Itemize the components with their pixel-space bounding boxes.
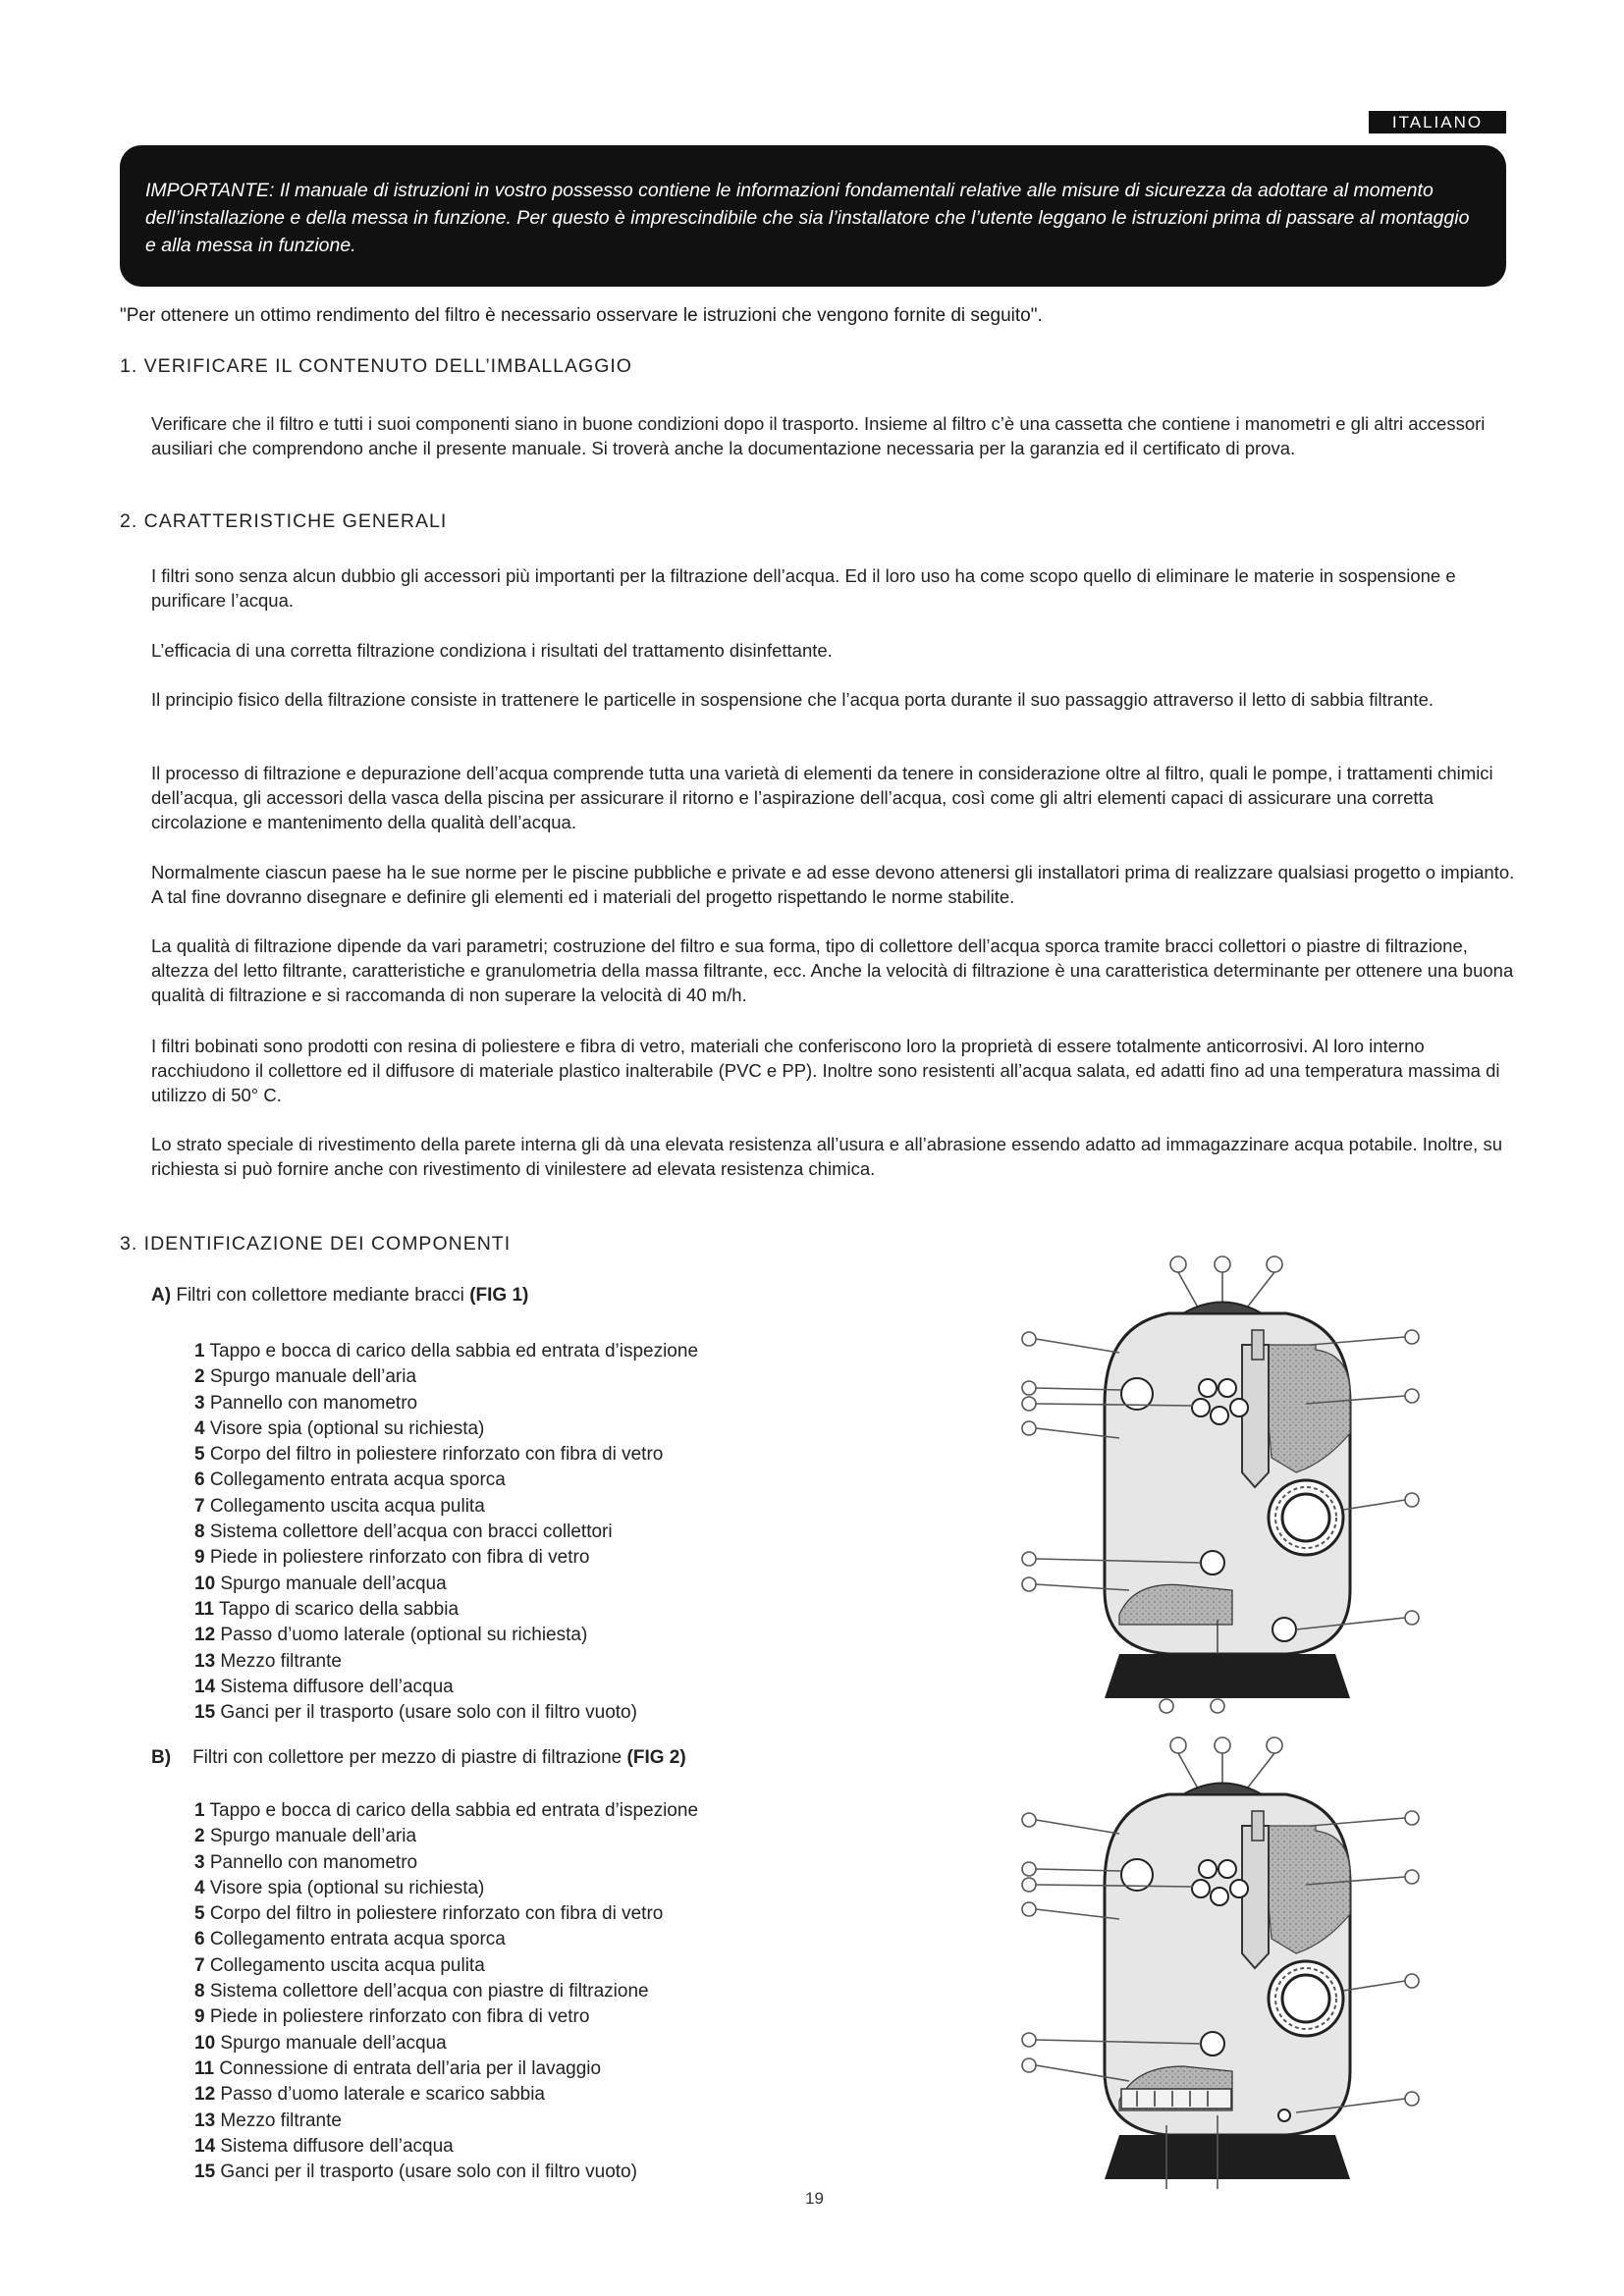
component-number: 6 xyxy=(194,1929,205,1950)
component-list-item xyxy=(194,2160,698,2185)
component-list-item xyxy=(194,2134,698,2160)
component-list-item xyxy=(194,1623,698,1648)
component-number: 6 xyxy=(194,1469,205,1491)
component-number: 5 xyxy=(194,1903,205,1925)
component-label: Mezzo filtrante xyxy=(215,2109,342,2131)
filter-figure-1 xyxy=(1011,1247,1424,1718)
component-number: 10 xyxy=(194,2032,216,2054)
section-2-paragraph: La qualità di filtrazione dipende da vari parametri; costruzione del filtro e sua forma, tipo di collettore dell’acqua sporca tramite bracci collettori o piastre di filtrazione, altezza del letto filtrante, caratteristiche e granulometria della massa filtrante, ecc. Anche la velocità di filtrazione è una caratteristica determinante per ottenere una buona qualità di filtrazione e si raccomanda di non superare la velocità di 40 m/h. xyxy=(151,935,1514,1005)
component-list-item xyxy=(194,1675,698,1700)
intro-text: "Per ottenere un ottimo rendimento del filtro è necessario osservare le istruzioni che vengono fornite di seguito". xyxy=(120,305,1043,326)
component-number: 3 xyxy=(194,1392,205,1414)
component-label: Sistema diffusore dell’acqua xyxy=(215,1676,454,1697)
component-number: 15 xyxy=(194,1702,216,1724)
component-list-item xyxy=(194,1339,698,1364)
component-list-item xyxy=(194,1927,698,1952)
component-list-item xyxy=(194,1416,698,1442)
component-number: 4 xyxy=(194,1417,205,1439)
component-number: 10 xyxy=(194,1573,216,1594)
component-list-item xyxy=(194,1572,698,1597)
component-number: 7 xyxy=(194,1954,205,1976)
component-list-item xyxy=(194,1520,698,1545)
component-label: Spurgo manuale dell’acqua xyxy=(215,2032,447,2054)
component-label: Collegamento entrata acqua sporca xyxy=(204,1469,506,1491)
component-label: Piede in poliestere rinforzato con fibra di vetro xyxy=(204,2006,590,2028)
component-number: 2 xyxy=(194,1826,205,1847)
component-number: 8 xyxy=(194,1981,205,2002)
component-label: Pannello con manometro xyxy=(204,1392,418,1414)
section-2-paragraph: Il processo di filtrazione e depurazione dell’acqua comprende tutta una varietà di elementi da tenere in considerazione oltre al filtro, quali le pompe, i trattamenti chimici dell’acqua, gli accessori della vasca della piscina per assicurare il ritorno e l’aspirazione dell’acqua, così come gli altri elementi capaci di assicurare una corretta circolazione e mantenimento della qualità dell’acqua. xyxy=(151,763,1493,832)
section-1-title: 1. VERIFICARE IL CONTENUTO DELL’IMBALLAGGIO xyxy=(120,355,632,377)
component-list-item xyxy=(194,1494,698,1520)
language-tag: ITALIANO xyxy=(1369,111,1506,133)
component-number: 4 xyxy=(194,1877,205,1898)
subsection-a-letter: A) xyxy=(151,1285,172,1306)
important-notice xyxy=(120,145,1506,287)
component-number: 12 xyxy=(194,1625,216,1646)
component-label: Visore spia (optional su richiesta) xyxy=(204,1877,485,1898)
subsection-a-title xyxy=(151,1285,528,1307)
component-list-item xyxy=(194,1700,698,1726)
component-number: 13 xyxy=(194,2109,216,2131)
component-list-item xyxy=(194,1901,698,1927)
component-label: Passo d’uomo laterale (optional su richiesta) xyxy=(215,1625,588,1646)
component-label: Piede in poliestere rinforzato con fibra di vetro xyxy=(204,1547,590,1569)
component-label: Pannello con manometro xyxy=(204,1851,418,1873)
subsection-a-text: Filtri con collettore mediante bracci xyxy=(171,1285,470,1306)
component-number: 11 xyxy=(194,2057,215,2079)
component-label: Spurgo manuale dell’aria xyxy=(204,1826,417,1847)
component-number: 1 xyxy=(194,1800,205,1821)
component-number: 2 xyxy=(194,1366,205,1388)
component-list-item xyxy=(194,1649,698,1675)
component-number: 14 xyxy=(194,2135,216,2157)
component-list-item xyxy=(194,1876,698,1901)
component-list-item xyxy=(194,2031,698,2056)
component-list-item xyxy=(194,1545,698,1571)
component-list-item xyxy=(194,1979,698,2004)
component-label: Spurgo manuale dell’aria xyxy=(204,1366,417,1388)
component-number: 8 xyxy=(194,1522,205,1543)
component-list-item xyxy=(194,2109,698,2134)
component-number: 9 xyxy=(194,1547,205,1569)
component-label: Sistema diffusore dell’acqua xyxy=(215,2135,454,2157)
component-label: Collegamento entrata acqua sporca xyxy=(204,1929,506,1950)
component-label: Connessione di entrata dell’aria per il lavaggio xyxy=(214,2057,602,2079)
section-2-paragraph: L’efficacia di una corretta filtrazione condiziona i risultati del trattamento disinfettante. xyxy=(151,640,833,661)
subsection-b-text: Filtri con collettore per mezzo di piastre di filtrazione xyxy=(192,1747,627,1768)
component-number: 1 xyxy=(194,1341,205,1362)
filter-figure-2 xyxy=(1011,1728,1424,2199)
component-list-a xyxy=(194,1339,698,1726)
component-number: 15 xyxy=(194,2162,216,2183)
component-label: Corpo del filtro in poliestere rinforzato con fibra di vetro xyxy=(204,1444,664,1466)
component-list-item xyxy=(194,2004,698,2030)
component-label: Ganci per il trasporto (usare solo con il filtro vuoto) xyxy=(215,2162,637,2183)
component-label: Collegamento uscita acqua pulita xyxy=(204,1495,485,1517)
component-number: 3 xyxy=(194,1851,205,1873)
component-list-item xyxy=(194,1364,698,1390)
component-label: Passo d’uomo laterale e scarico sabbia xyxy=(215,2084,545,2106)
section-2-paragraph: I filtri sono senza alcun dubbio gli accessori più importanti per la filtrazione dell’acqua. Ed il loro uso ha come scopo quello di eliminare le materie in sospensione e purificare l’acqua. xyxy=(151,565,1456,611)
notice-text: IMPORTANTE: Il manuale di istruzioni in vostro possesso contiene le informazioni fondamentali relative alle misure di sicurezza da adottare al momento dell’installazione e della messa in funzione. Per questo è imprescindibile che sia l’installatore che l’utente leggano le istruzioni prima di passare al montaggio e alla messa in funzione. xyxy=(145,180,1470,256)
subsection-b-title xyxy=(151,1747,686,1769)
component-number: 5 xyxy=(194,1444,205,1466)
section-2-paragraph: Normalmente ciascun paese ha le sue norme per le piscine pubbliche e private e ad esse devono attenersi gli installatori prima di realizzare qualsiasi progetto o impianto. A tal fine dovranno disegnare e definire gli elementi ed i materiali del progetto rispettando le norme stabilite. xyxy=(151,862,1515,907)
section-1-text: Verificare che il filtro e tutti i suoi componenti siano in buone condizioni dopo il trasporto. Insieme al filtro c’è una cassetta che contiene i manometri e gli altri accessori ausiliari che comprendono anche il presente manuale. Si troverà anche la documentazione necessaria per la garanzia ed il certificato di prova. xyxy=(151,413,1486,458)
component-list-item xyxy=(194,1391,698,1416)
component-label: Spurgo manuale dell’acqua xyxy=(215,1573,447,1594)
component-label: Tappo e bocca di carico della sabbia ed entrata d’ispezione xyxy=(204,1341,699,1362)
section-2-paragraph: I filtri bobinati sono prodotti con resina di poliestere e fibra di vetro, materiali che conferiscono loro la proprietà di essere totalmente anticorrosivi. Al loro interno racchiudono il collettore ed il diffusore di materiale plastico inalterabile (PVC e PP). Inoltre sono resistenti all’acqua salata, ed adatti fino ad una temperatura massima di utilizzo di 50° C. xyxy=(151,1036,1500,1105)
component-list-b xyxy=(194,1798,698,2185)
component-list-item xyxy=(194,2056,698,2082)
component-list-item xyxy=(194,2082,698,2108)
component-label: Tappo e bocca di carico della sabbia ed entrata d’ispezione xyxy=(204,1800,699,1821)
component-number: 14 xyxy=(194,1676,216,1697)
component-list-item xyxy=(194,1850,698,1876)
section-3-title: 3. IDENTIFICAZIONE DEI COMPONENTI xyxy=(120,1233,512,1255)
component-label: Ganci per il trasporto (usare solo con il filtro vuoto) xyxy=(215,1702,637,1724)
component-list-item xyxy=(194,1468,698,1493)
component-number: 12 xyxy=(194,2084,216,2106)
component-label: Corpo del filtro in poliestere rinforzato con fibra di vetro xyxy=(204,1903,664,1925)
component-list-item xyxy=(194,1953,698,1979)
component-list-item xyxy=(194,1824,698,1849)
component-number: 9 xyxy=(194,2006,205,2028)
subsection-b-letter: B) xyxy=(151,1747,172,1768)
component-number: 7 xyxy=(194,1495,205,1517)
component-label: Sistema collettore dell’acqua con bracci collettori xyxy=(204,1522,613,1543)
component-label: Collegamento uscita acqua pulita xyxy=(204,1954,485,1976)
component-label: Mezzo filtrante xyxy=(215,1650,342,1672)
component-number: 13 xyxy=(194,1650,216,1672)
subsection-a-fig-ref: (FIG 1) xyxy=(469,1285,529,1306)
component-list-item xyxy=(194,1442,698,1468)
component-label: Sistema collettore dell’acqua con piastre di filtrazione xyxy=(204,1981,649,2002)
section-2-paragraph: Il principio fisico della filtrazione consiste in trattenere le particelle in sospensione che l’acqua porta durante il suo passaggio attraverso il letto di sabbia filtrante. xyxy=(151,689,1435,710)
component-list-item xyxy=(194,1798,698,1824)
component-label: Tappo di scarico della sabbia xyxy=(214,1598,460,1620)
page-number: 19 xyxy=(805,2189,824,2208)
subsection-b-fig-ref: (FIG 2) xyxy=(626,1747,686,1768)
component-label: Visore spia (optional su richiesta) xyxy=(204,1417,485,1439)
section-2-title: 2. CARATTERISTICHE GENERALI xyxy=(120,510,448,532)
component-number: 11 xyxy=(194,1598,215,1620)
component-list-item xyxy=(194,1597,698,1623)
section-2-paragraph: Lo strato speciale di rivestimento della parete interna gli dà una elevata resistenza all’usura e all’abrasione essendo adatto ad immagazzinare acqua potabile. Inoltre, su richiesta si può fornire anche con rivestimento di vinilestere ad elevata resistenza chimica. xyxy=(151,1134,1502,1179)
